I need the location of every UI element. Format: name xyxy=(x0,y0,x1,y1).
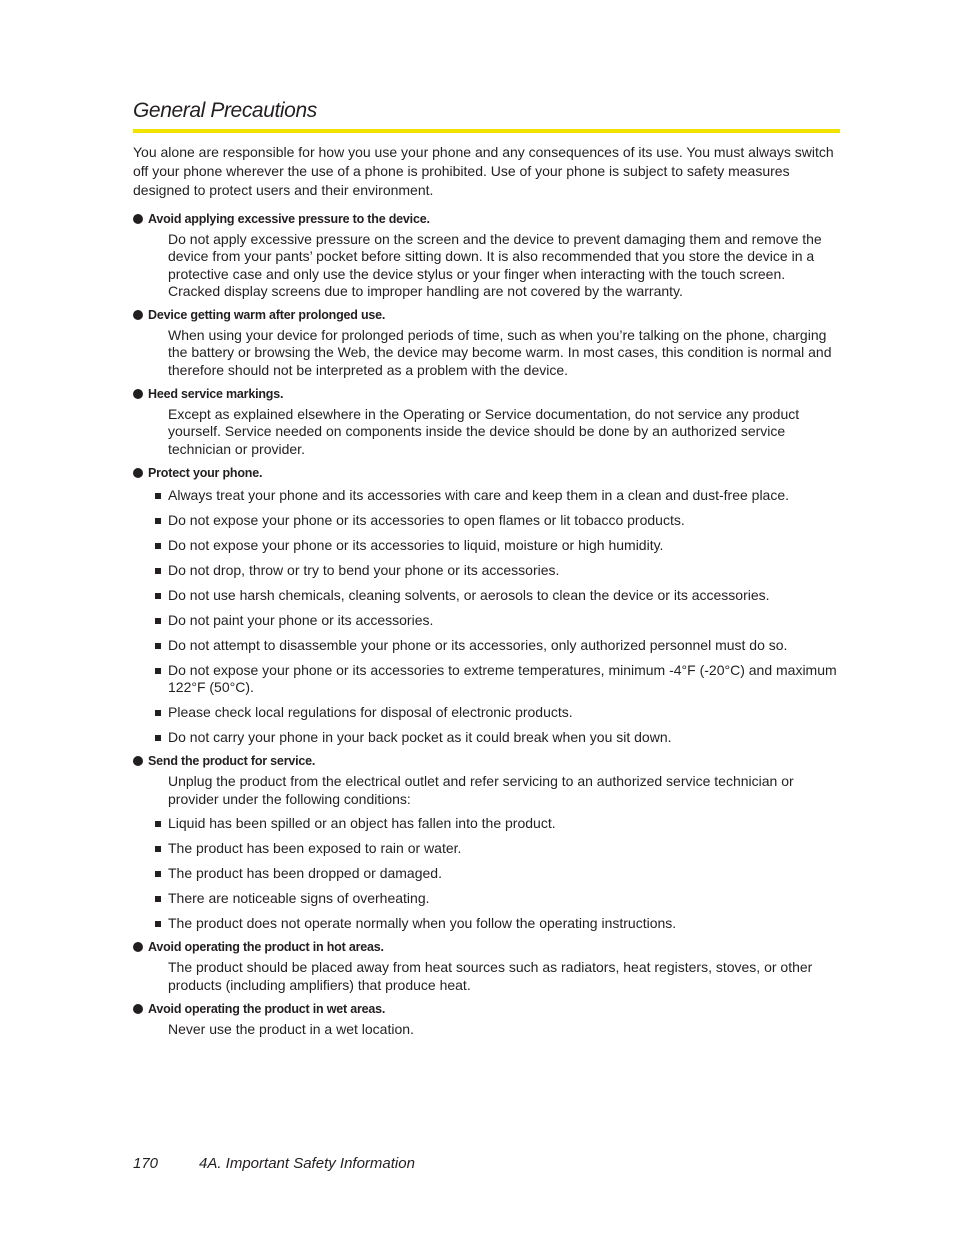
square-bullet-icon xyxy=(155,846,161,852)
section-heading-text: Avoid operating the product in hot areas. xyxy=(148,940,384,955)
precaution-section xyxy=(133,753,840,932)
list-item xyxy=(168,562,840,579)
section-body: The product should be placed away from heat sources such as radiators, heat registers, stoves, or other products (including amplifiers) that produce heat. xyxy=(168,959,813,993)
list-item-text: Do not expose your phone or its accessories to liquid, moisture or high humidity. xyxy=(168,536,664,553)
precaution-section xyxy=(133,211,840,300)
section-heading-text: Avoid applying excessive pressure to the device. xyxy=(148,212,430,226)
square-bullet-icon xyxy=(155,518,161,524)
square-bullet-icon xyxy=(155,710,161,716)
section-body: Unplug the product from the electrical outlet and refer servicing to an authorized service technician or provider under the following conditions: xyxy=(168,773,794,807)
section-body: Never use the product in a wet location. xyxy=(168,1020,414,1037)
bullet-dot-icon xyxy=(133,1004,143,1014)
list-item xyxy=(168,915,840,932)
list-item-text: Always treat your phone and its accessories with care and keep them in a clean and dust-free place. xyxy=(168,486,790,503)
list-item-text: There are noticeable signs of overheating. xyxy=(168,889,430,906)
list-item-text: Do not expose your phone or its accessories to open flames or lit tobacco products. xyxy=(168,511,685,528)
precaution-section xyxy=(133,1001,840,1038)
list-item-text: Do not attempt to disassemble your phone or its accessories, only authorized personnel must do so. xyxy=(168,636,788,653)
section-heading-text: Device getting warm after prolonged use. xyxy=(148,308,386,323)
square-bullet-icon xyxy=(155,921,161,927)
list-item xyxy=(168,537,840,554)
sub-list xyxy=(133,487,840,746)
square-bullet-icon xyxy=(155,871,161,877)
list-item-text: Do not paint your phone or its accessories. xyxy=(168,611,434,628)
section-heading-text: Avoid operating the product in wet areas. xyxy=(148,1001,386,1016)
list-item xyxy=(168,815,840,832)
bullet-dot-icon xyxy=(133,389,143,399)
page-title: General Precautions xyxy=(133,99,317,122)
list-item xyxy=(168,612,840,629)
square-bullet-icon xyxy=(155,593,161,599)
list-item-text: The product has been dropped or damaged. xyxy=(168,864,442,881)
list-item xyxy=(168,890,840,907)
list-item-text: Do not drop, throw or try to bend your phone or its accessories. xyxy=(168,561,560,578)
section-body: Except as explained elsewhere in the Operating or Service documentation, do not service any product yourself. Service needed on components inside the device should be done by an authorized service technician or provider. xyxy=(168,406,800,457)
page-footer xyxy=(133,1155,415,1172)
square-bullet-icon xyxy=(155,643,161,649)
section-heading xyxy=(133,939,840,956)
list-item-text: Please check local regulations for disposal of electronic products. xyxy=(168,704,573,721)
precaution-section xyxy=(133,307,840,379)
square-bullet-icon xyxy=(155,618,161,624)
square-bullet-icon xyxy=(155,568,161,574)
list-item-text: Liquid has been spilled or an object has fallen into the product. xyxy=(168,815,556,832)
section-heading xyxy=(133,465,840,482)
square-bullet-icon xyxy=(155,493,161,499)
sub-list xyxy=(133,815,840,932)
precaution-section xyxy=(133,939,840,994)
bullet-dot-icon xyxy=(133,942,143,952)
square-bullet-icon xyxy=(155,735,161,741)
section-heading-text: Heed service markings. xyxy=(148,387,284,402)
list-item xyxy=(168,704,840,721)
bullet-dot-icon xyxy=(133,310,143,320)
page-number: 170 xyxy=(133,1155,159,1172)
square-bullet-icon xyxy=(155,543,161,549)
bullet-dot-icon xyxy=(133,214,143,224)
list-item xyxy=(168,512,840,529)
list-item xyxy=(168,637,840,654)
bullet-dot-icon xyxy=(133,756,143,766)
section-heading-text: Protect your phone. xyxy=(148,465,263,480)
section-heading xyxy=(133,753,840,770)
section-heading xyxy=(133,1001,840,1018)
precaution-section xyxy=(133,465,840,746)
square-bullet-icon xyxy=(155,896,161,902)
square-bullet-icon xyxy=(155,821,161,827)
list-item xyxy=(168,865,840,882)
list-item-text: Do not expose your phone or its accessories to extreme temperatures, minimum -4°F (-20°C) and maximum 122°F (50°C). xyxy=(168,661,837,696)
section-heading xyxy=(133,386,840,403)
list-item-text: The product does not operate normally when you follow the operating instructions. xyxy=(168,914,677,931)
section-heading xyxy=(133,307,840,324)
section-body: Do not apply excessive pressure on the screen and the device to prevent damaging them and remove the device from your pants’ pocket before sitting down. It is also recommended that you store the device in a protective case and only use the device stylus or your finger when interacting with the touch screen. Cracked display screens due to improper handling are not covered by the warranty. xyxy=(168,231,822,299)
precautions-list xyxy=(133,211,840,1038)
list-item xyxy=(168,729,840,746)
section-heading xyxy=(133,211,840,228)
list-item-text: The product has been exposed to rain or water. xyxy=(168,840,462,856)
list-item xyxy=(168,840,840,857)
footer-section-title: 4A. Important Safety Information xyxy=(199,1155,415,1172)
list-item-text: Do not carry your phone in your back pocket as it could break when you sit down. xyxy=(168,729,672,746)
list-item xyxy=(168,487,840,504)
intro-paragraph: You alone are responsible for how you use your phone and any consequences of its use. You must always switch off your phone wherever the use of a phone is prohibited. Use of your phone is subject to safety measures designed to protect users and their environment. xyxy=(133,144,834,198)
bullet-dot-icon xyxy=(133,468,143,478)
section-heading-text: Send the product for service. xyxy=(148,754,316,769)
list-item xyxy=(168,662,840,697)
list-item-text: Do not use harsh chemicals, cleaning solvents, or aerosols to clean the device or its accessories. xyxy=(168,586,770,603)
list-item xyxy=(168,587,840,604)
precaution-section xyxy=(133,386,840,458)
title-divider xyxy=(133,129,840,133)
square-bullet-icon xyxy=(155,668,161,674)
section-body: When using your device for prolonged periods of time, such as when you’re talking on the phone, charging the battery or browsing the Web, the device may become warm. In most cases, this condition is normal and therefore should not be interpreted as a problem with the device. xyxy=(168,327,832,378)
